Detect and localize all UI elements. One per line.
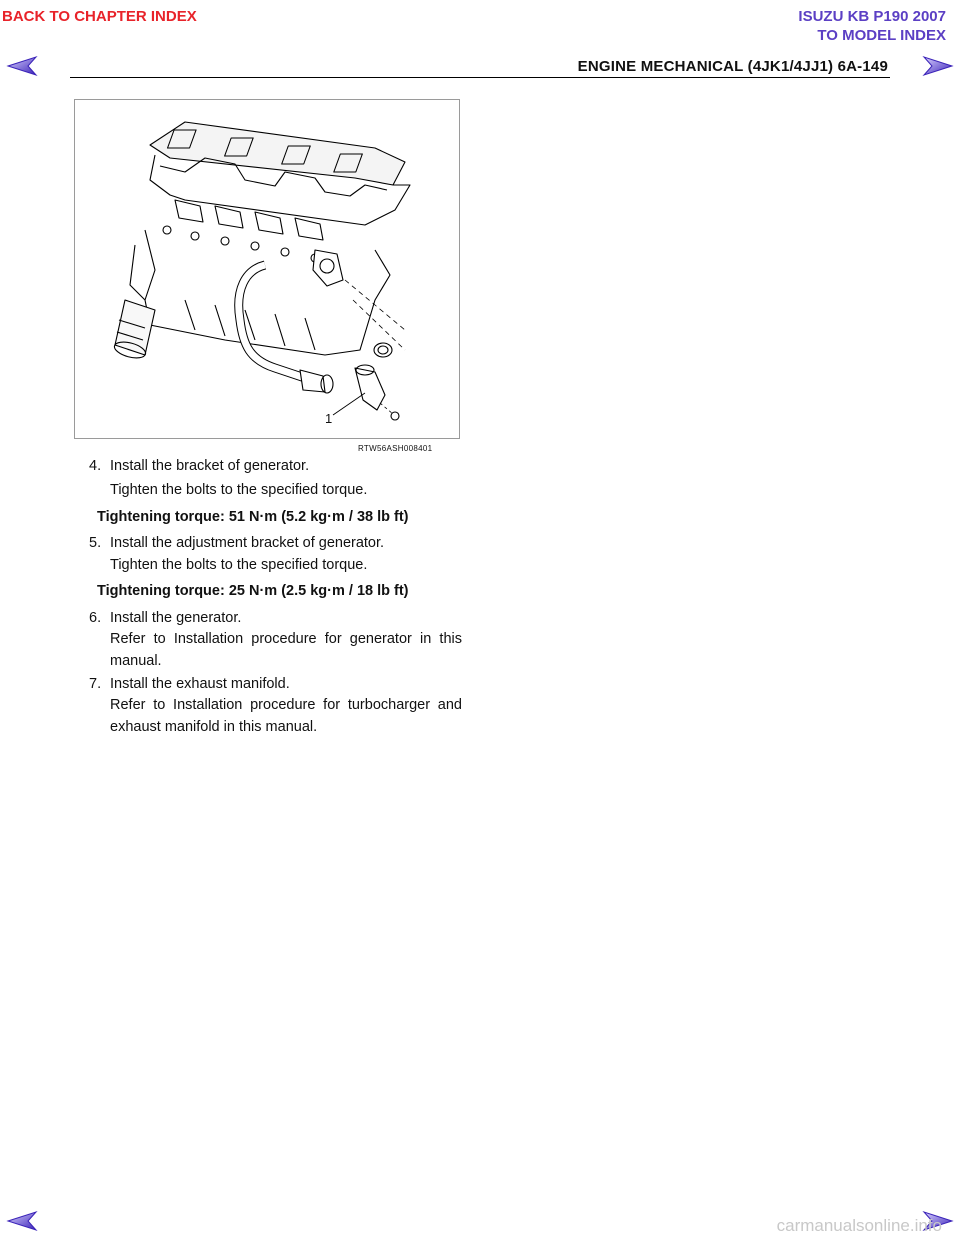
- step-subtext: Tighten the bolts to the specified torque.: [110, 482, 368, 498]
- step-number: 6.: [89, 610, 102, 626]
- step-subtext: Tighten the bolts to the specified torque.: [110, 557, 368, 573]
- step-text: Install the exhaust manifold.: [110, 676, 290, 692]
- prev-page-arrow-icon[interactable]: [6, 55, 38, 77]
- step-text: Install the bracket of generator.: [110, 458, 310, 474]
- callout-label: 1: [325, 411, 333, 426]
- step-subtext: Refer to Installation procedure for turbocharger and exhaust manifold in this manual.: [110, 697, 462, 735]
- model-title: ISUZU KB P190 2007: [798, 8, 946, 25]
- watermark: carmanualsonline.info: [776, 1216, 942, 1235]
- next-page-arrow-icon[interactable]: [922, 55, 954, 77]
- step-number: 7.: [89, 676, 102, 692]
- prev-page-arrow-icon[interactable]: [6, 1210, 38, 1232]
- torque-spec: Tightening torque: 51 N·m (5.2 kg·m / 38 lb ft): [97, 509, 409, 525]
- torque-spec: Tightening torque: 25 N·m (2.5 kg·m / 18 lb ft): [97, 583, 409, 599]
- step-number: 5.: [89, 535, 102, 551]
- section-title: ENGINE MECHANICAL (4JK1/4JJ1) 6A-149: [577, 58, 888, 75]
- step-subtext: Refer to Installation procedure for generator in this manual.: [110, 631, 462, 669]
- engine-block-drawing: [75, 100, 459, 438]
- step-text: Install the generator.: [110, 610, 242, 626]
- step-text: Install the adjustment bracket of generator.: [110, 535, 385, 551]
- figure-code: RTW56ASH008401: [358, 444, 433, 453]
- step-number: 4.: [89, 458, 102, 474]
- header-rule: [70, 77, 890, 78]
- engine-illustration-figure: [74, 99, 460, 439]
- back-to-chapter-index-link[interactable]: BACK TO CHAPTER INDEX: [2, 8, 197, 25]
- to-model-index-link[interactable]: TO MODEL INDEX: [817, 27, 946, 44]
